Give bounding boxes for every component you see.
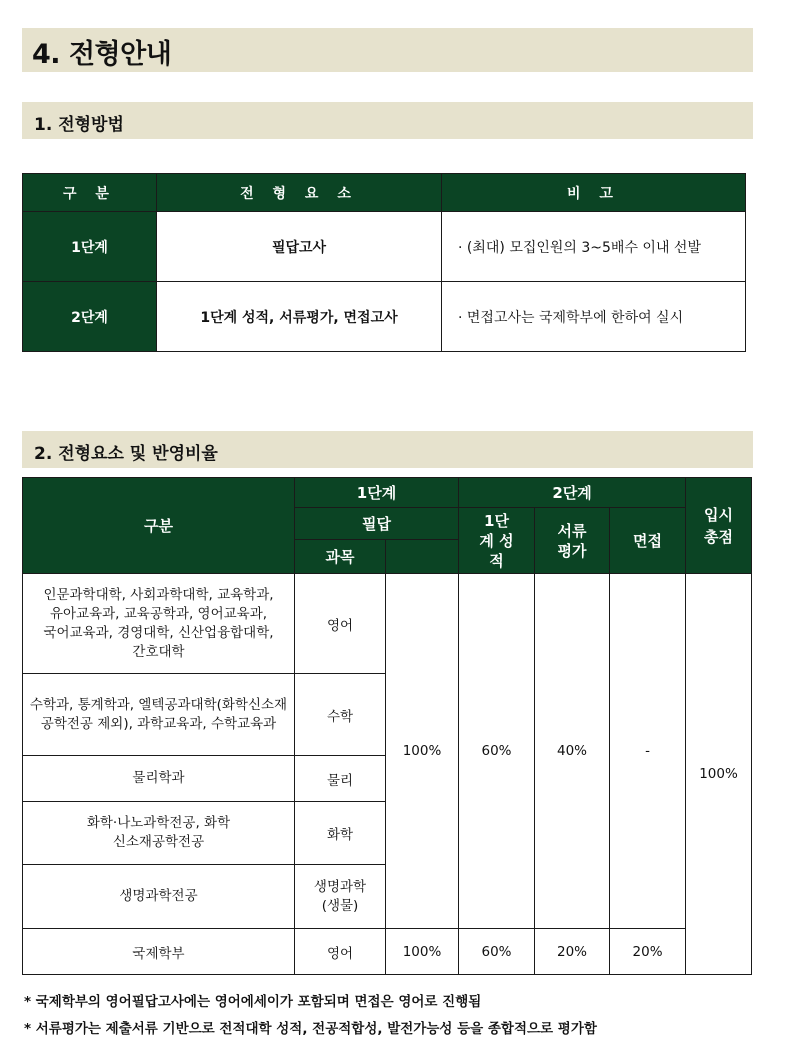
table-header-row	[23, 174, 746, 212]
ratio-table	[22, 477, 752, 975]
section1-title: 1. 전형방법	[34, 115, 124, 135]
header-total: 입시 총점	[686, 478, 752, 574]
stage-label: 2단계	[23, 282, 157, 352]
section1-banner	[22, 102, 753, 139]
stage-note: · (최대) 모집인원의 3~5배수 이내 선발	[442, 212, 746, 282]
header-stage2: 2단계	[459, 478, 686, 508]
subject-cell: 영어	[295, 574, 386, 674]
table-row	[23, 212, 746, 282]
table-row	[23, 574, 752, 674]
header-stage1: 1단계	[295, 478, 459, 508]
stage-element: 1단계 성적, 서류평가, 면접고사	[157, 282, 442, 352]
table-row	[23, 282, 746, 352]
section2-title: 2. 전형요소 및 반영비율	[34, 444, 218, 464]
stage-element: 필답고사	[157, 212, 442, 282]
total-merged: 100%	[686, 574, 752, 975]
footnote-1: * 국제학부의 영어필답고사에는 영어에세이가 포함되며 면접은 영어로 진행됨	[24, 994, 482, 1010]
subject-cell: 물리	[295, 756, 386, 802]
footnote-2: * 서류평가는 제출서류 기반으로 전적대학 성적, 전공적합성, 발전가능성 등을 종합적으로 평가함	[24, 1021, 597, 1037]
header-division: 구분	[23, 478, 295, 574]
header-blank	[386, 540, 459, 574]
stage1-score-cell: 60%	[459, 929, 535, 975]
section2-banner	[22, 431, 753, 468]
header-note: 비 고	[442, 174, 746, 212]
dept-cell: 물리학과	[23, 756, 295, 802]
interview-merged: -	[610, 574, 686, 929]
dept-cell: 국제학부	[23, 929, 295, 975]
header-stage1-score: 1단계 성적	[459, 508, 535, 574]
header-division: 구 분	[23, 174, 157, 212]
main-title-banner	[22, 28, 753, 72]
stage-label: 1단계	[23, 212, 157, 282]
header-written: 필답	[295, 508, 459, 540]
subject-cell: 영어	[295, 929, 386, 975]
stage1-score-merged: 60%	[459, 574, 535, 929]
written-cell: 100%	[386, 929, 459, 975]
header-element: 전 형 요 소	[157, 174, 442, 212]
dept-cell: 인문과학대학, 사회과학대학, 교육학과, 유아교육과, 교육공학과, 영어교육과, 국어교육과, 경영대학, 신산업융합대학, 간호대학	[23, 574, 295, 674]
dept-cell: 화학·나노과학전공, 화학신소재공학전공	[23, 802, 295, 865]
header-interview: 면접	[610, 508, 686, 574]
documents-cell: 20%	[535, 929, 610, 975]
dept-cell: 수학과, 통계학과, 엘텍공과대학(화학신소재공학전공 제외), 과학교육과, 수학교육과	[23, 674, 295, 756]
page-title: 4. 전형안내	[32, 39, 172, 70]
subject-cell: 수학	[295, 674, 386, 756]
written-merged: 100%	[386, 574, 459, 929]
subject-cell: 화학	[295, 802, 386, 865]
stage-note: · 면접고사는 국제학부에 한하여 실시	[442, 282, 746, 352]
header-subject: 과목	[295, 540, 386, 574]
table-row	[23, 929, 752, 975]
documents-merged: 40%	[535, 574, 610, 929]
subject-cell: 생명과학 (생물)	[295, 865, 386, 929]
header-documents: 서류 평가	[535, 508, 610, 574]
interview-cell: 20%	[610, 929, 686, 975]
selection-method-table	[22, 173, 746, 352]
table-header-row	[23, 478, 752, 508]
dept-cell: 생명과학전공	[23, 865, 295, 929]
